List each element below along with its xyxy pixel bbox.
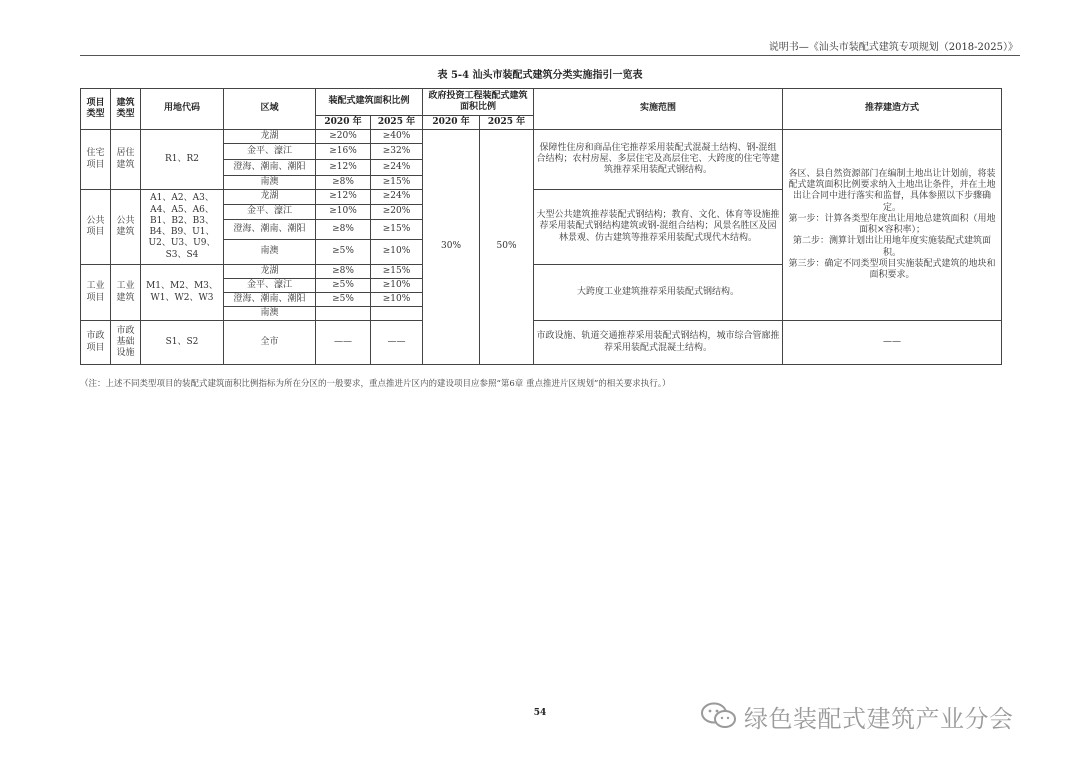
land-code-cell: M1、M2、M3、W1、W2、W3: [141, 265, 224, 321]
scope-cell: 大型公共建筑推荐装配式钢结构；教育、文化、体育等设施推荐采用装配式钢结构建筑或钢-混组合结构；风景名胜区及园林景观、仿古建筑等推荐采用装配式现代木结构。: [534, 190, 783, 265]
scope-cell: 市政设施、轨道交通推荐采用装配式钢结构，城市综合管廊推荐采用装配式混凝土结构。: [534, 321, 783, 365]
method-text: 各区、县自然资源部门在编制土地出让计划前，将装配式建筑面积比例要求纳入土地出让条件，并在土地出让合同中进行落实和监督，具体参照以下步骤确定。 第一步：计算各类型年度出让用地总建筑面积（用地面积×容积率）； 第二步：测算计划出让用地年度实施装配式建筑面积。 第三步：确定不同类型项目实施装配式建筑的地块和面积要求。: [788, 168, 996, 280]
ratio-2020-cell: ≥12%: [316, 190, 371, 205]
ratio-2020-cell: ≥8%: [316, 265, 371, 279]
area-cell: 全市: [224, 321, 316, 365]
watermark: [700, 696, 1014, 736]
area-cell: 龙湖: [224, 130, 316, 144]
header-building-type: 建筑类型: [111, 89, 141, 130]
ratio-2025-cell: ≥10%: [371, 279, 423, 293]
wechat-icon: [700, 701, 738, 731]
area-cell: 龙湖: [224, 190, 316, 205]
project-type-cell: 工业项目: [81, 265, 111, 321]
header-gov-2020: 2020 年: [423, 116, 480, 130]
header-ratio-2025: 2025 年: [371, 116, 423, 130]
ratio-2020-cell: ≥5%: [316, 279, 371, 293]
ratio-2020-cell: ≥20%: [316, 130, 371, 144]
area-cell: 金平、濠江: [224, 279, 316, 293]
building-type-cell: 公共建筑: [111, 190, 141, 265]
ratio-2025-cell: [371, 307, 423, 321]
header-project-type: 项目类型: [81, 89, 111, 130]
project-type-cell: 市政项目: [81, 321, 111, 365]
header-scope: 实施范围: [534, 89, 783, 130]
running-header: 说明书—《汕头市装配式建筑专项规划（2018-2025）》: [768, 42, 1018, 53]
building-type-cell: 居住建筑: [111, 130, 141, 190]
ratio-2020-cell: ≥16%: [316, 144, 371, 160]
header-gov-ratio: 政府投资工程装配式建筑面积比例: [423, 89, 534, 116]
ratio-2025-cell: ≥24%: [371, 190, 423, 205]
ratio-2025-cell: ≥15%: [371, 176, 423, 190]
area-cell: 南澳: [224, 307, 316, 321]
table-note: （注：上述不同类型项目的装配式建筑面积比例指标为所在分区的一般要求，重点推进片区内的建设项目应参照“第6章 重点推进片区规划”的相关要求执行。）: [80, 379, 671, 389]
ratio-2025-cell: ≥24%: [371, 160, 423, 176]
table-title: 表 5-4 汕头市装配式建筑分类实施指引一览表: [437, 70, 643, 81]
ratio-2020-cell: ——: [316, 321, 371, 365]
header-area: 区域: [224, 89, 316, 130]
method-municipal-cell: ——: [783, 321, 1002, 365]
ratio-2020-cell: ≥5%: [316, 293, 371, 307]
header-ratio: 装配式建筑面积比例: [316, 89, 423, 116]
ratio-2025-cell: ——: [371, 321, 423, 365]
area-cell: 金平、濠江: [224, 205, 316, 220]
table-row: [81, 321, 1002, 365]
area-cell: 澄海、潮南、潮阳: [224, 160, 316, 176]
scope-cell: 保障性住房和商品住宅推荐采用装配式混凝土结构、钢-混组合结构；农村房屋、多层住宅及高层住宅、大跨度的住宅等建筑推荐采用装配式钢结构。: [534, 130, 783, 190]
ratio-2020-cell: ≥10%: [316, 205, 371, 220]
header-land-code: 用地代码: [141, 89, 224, 130]
area-cell: 龙湖: [224, 265, 316, 279]
ratio-2020-cell: ≥8%: [316, 220, 371, 240]
area-cell: 南澳: [224, 240, 316, 265]
project-type-cell: 住宅项目: [81, 130, 111, 190]
area-cell: 澄海、潮南、潮阳: [224, 220, 316, 240]
ratio-2020-cell: ≥12%: [316, 160, 371, 176]
ratio-2020-cell: [316, 307, 371, 321]
ratio-2020-cell: ≥8%: [316, 176, 371, 190]
land-code-cell: A1、A2、A3、A4、A5、A6、B1、B2、B3、B4、B9、U1、U2、U3、U9、S3、S4: [141, 190, 224, 265]
header-method: 推荐建造方式: [783, 89, 1002, 130]
gov-2020-cell: 30%: [423, 130, 480, 365]
land-code-cell: R1、R2: [141, 130, 224, 190]
gov-2025-cell: 50%: [480, 130, 534, 365]
area-cell: 南澳: [224, 176, 316, 190]
ratio-2025-cell: ≥20%: [371, 205, 423, 220]
table-row: [81, 130, 1002, 144]
page-number: 54: [533, 708, 547, 718]
area-cell: 澄海、潮南、潮阳: [224, 293, 316, 307]
ratio-2025-cell: ≥10%: [371, 240, 423, 265]
ratio-2025-cell: ≥40%: [371, 130, 423, 144]
method-cell: [783, 130, 1002, 321]
land-code-cell: S1、S2: [141, 321, 224, 365]
watermark-text: 绿色装配式建筑产业分会: [744, 704, 1014, 733]
ratio-2020-cell: ≥5%: [316, 240, 371, 265]
ratio-2025-cell: ≥15%: [371, 265, 423, 279]
area-cell: 金平、濠江: [224, 144, 316, 160]
header-gov-2025: 2025 年: [480, 116, 534, 130]
ratio-2025-cell: ≥10%: [371, 293, 423, 307]
guidance-table: [80, 88, 1002, 365]
header-divider: [80, 55, 1020, 56]
scope-cell: 大跨度工业建筑推荐采用装配式钢结构。: [534, 265, 783, 321]
ratio-2025-cell: ≥15%: [371, 220, 423, 240]
header-ratio-2020: 2020 年: [316, 116, 371, 130]
building-type-cell: 工业建筑: [111, 265, 141, 321]
project-type-cell: 公共项目: [81, 190, 111, 265]
building-type-cell: 市政基础设施: [111, 321, 141, 365]
ratio-2025-cell: ≥32%: [371, 144, 423, 160]
